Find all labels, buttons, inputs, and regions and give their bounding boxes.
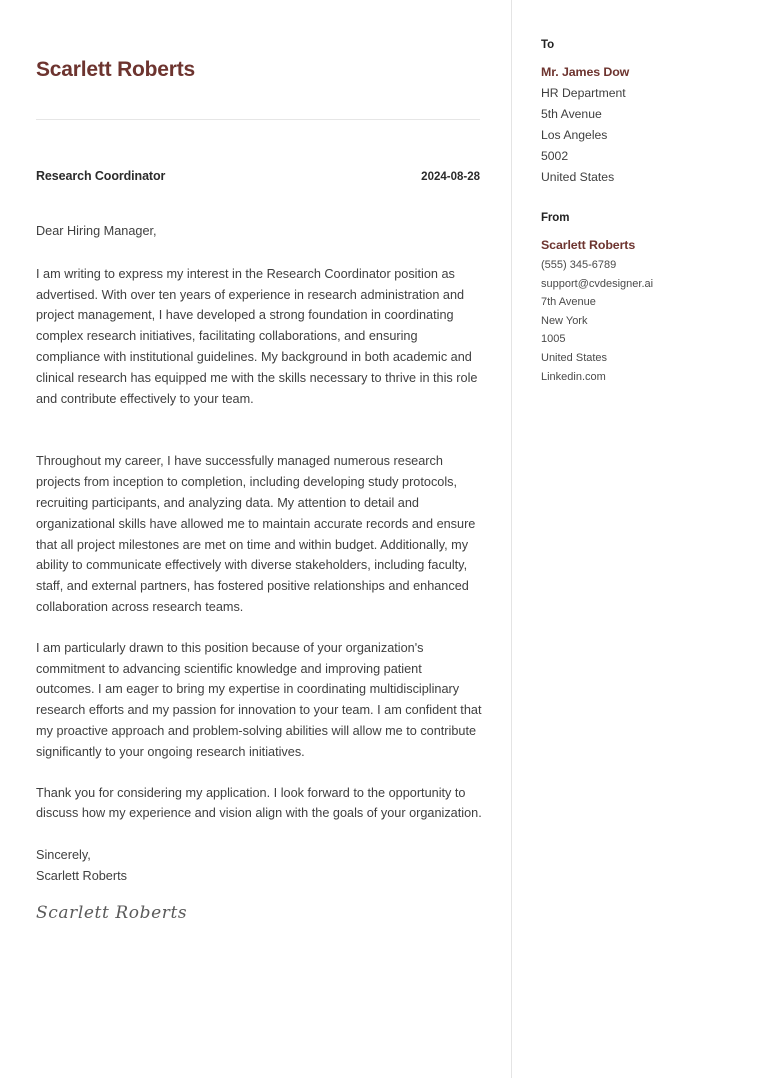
body-paragraph: I am particularly drawn to this position because of your organization's commitment to advancing scientific knowledge and improving patient outcomes. I am eager to bring my expertise in coordinating multidisciplinary research efforts and my passion for innovation to your team. I am confident that my proactive approach and problem-solving abilities will allow me to contribute significantly to your ongoing research initiatives. — [36, 640, 482, 759]
body-paragraph: Thank you for considering my application. I look forward to the opportunity to discuss how my experience and vision align with the goals of your organization. — [36, 785, 482, 821]
signature: Scarlett Roberts — [36, 902, 188, 923]
letter-body — [36, 264, 481, 824]
sender-email: support@cvdesigner.ai — [541, 277, 654, 290]
title-date-row — [36, 169, 480, 183]
recipient-address-line: United States — [541, 170, 615, 184]
sender-phone: (555) 345-6789 — [541, 259, 617, 271]
recipient-block — [541, 39, 748, 188]
sender-website: Linkedin.com — [541, 370, 606, 383]
body-paragraph: I am writing to express my interest in the Research Coordinator position as advertised. With over ten years of experience in research administration and project management, I have developed a strong foundation in coordinating complex research initiatives, facilitating collaborations, and ensuring compliance with institutional guidelines. My background in both academic and clinical research has equipped me with the skills necessary to thrive in this role and contribute effectively to your team. — [36, 266, 478, 406]
header-divider-rule — [36, 119, 480, 120]
body-paragraph: Throughout my career, I have successfully managed numerous research projects from inception to completion, including developing study protocols, recruiting participants, and analyzing data. My attention to detail and organizational skills have allowed me to maintain accurate records and ensure that all project milestones are met on time and within budget. Additionally, my ability to communicate effectively with diverse stakeholders, including faculty, staff, and external partners, has fostered positive relationships and enhanced collaboration across research teams. — [36, 454, 476, 614]
sender-address-line: 1005 — [541, 333, 566, 346]
recipient-name: Mr. James Dow — [541, 65, 630, 79]
recipient-heading: To — [541, 39, 554, 51]
sender-name: Scarlett Roberts — [541, 238, 636, 252]
closing-block — [36, 845, 481, 887]
column-divider — [511, 0, 512, 1078]
sender-address-line: New York — [541, 314, 588, 327]
address-sidebar — [511, 0, 768, 386]
salutation: Dear Hiring Manager, — [36, 224, 157, 239]
sender-address-line: 7th Avenue — [541, 296, 596, 309]
recipient-address-line: 5002 — [541, 149, 569, 163]
closing-word: Sincerely, — [36, 848, 91, 863]
recipient-address-line: Los Angeles — [541, 128, 608, 142]
letter-date: 2024-08-28 — [421, 171, 480, 184]
closing-name: Scarlett Roberts — [36, 868, 127, 883]
page-title: Scarlett Roberts — [36, 58, 196, 81]
recipient-address-line: 5th Avenue — [541, 107, 602, 121]
recipient-address-line: HR Department — [541, 86, 626, 100]
sender-address-line: United States — [541, 351, 608, 364]
sender-heading: From — [541, 212, 570, 224]
sender-block — [541, 212, 748, 386]
job-title: Research Coordinator — [36, 169, 166, 184]
